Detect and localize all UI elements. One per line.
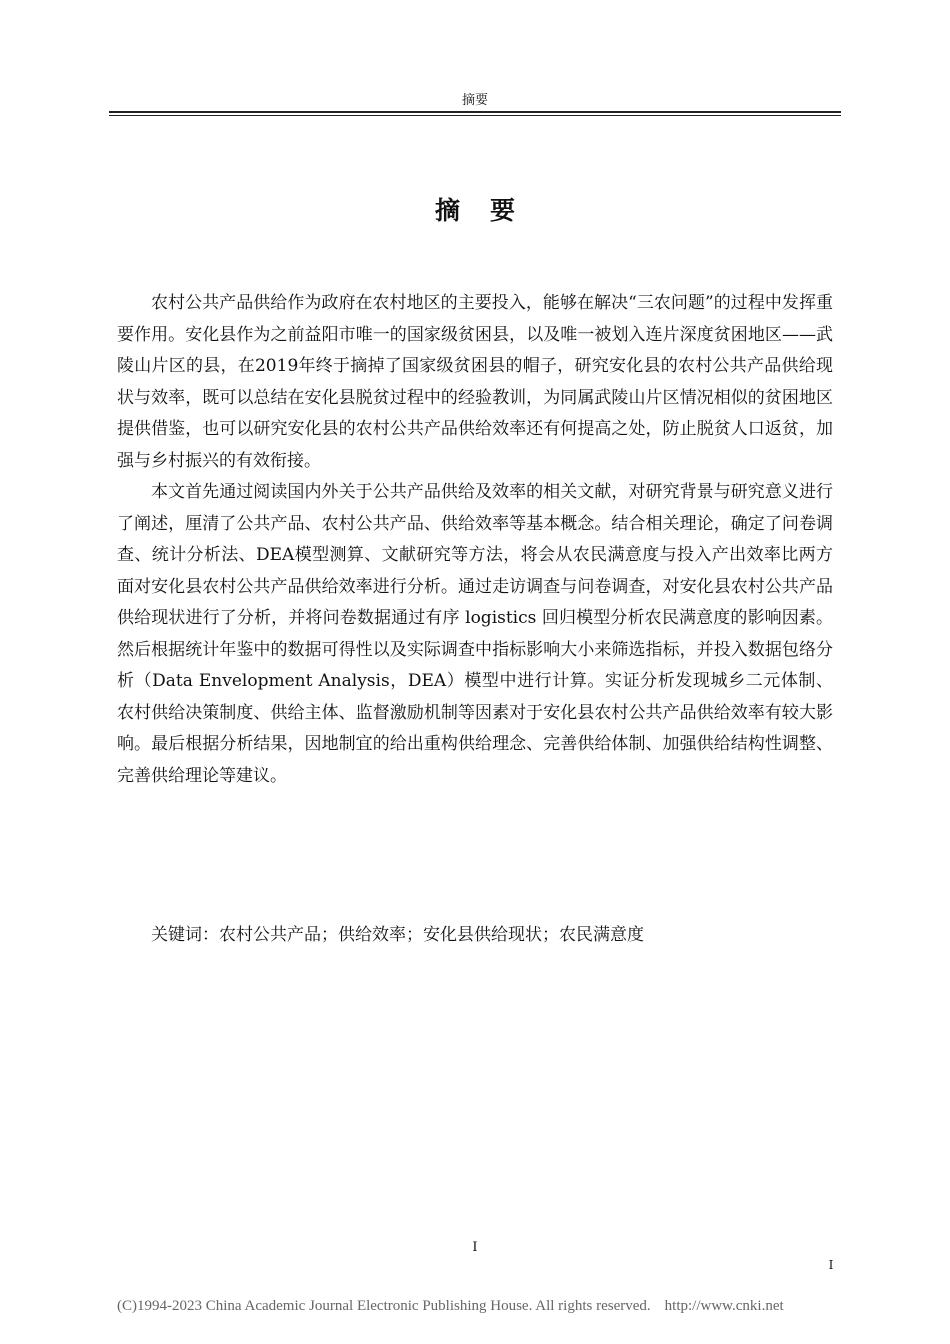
abstract-body bbox=[117, 288, 833, 792]
header-rule-thick bbox=[109, 111, 841, 113]
abstract-paragraph-1: 农村公共产品供给作为政府在农村地区的主要投入，能够在解决“三农问题”的过程中发挥重要作用。安化县作为之前益阳市唯一的国家级贫困县，以及唯一被划入连片深度贫困地区——武陵山片区的县，在2019年终于摘掉了国家级贫困县的帽子，研究安化县的农村公共产品供给现状与效率，既可以总结在安化县脱贫过程中的经验教训，为同属武陵山片区情况相似的贫困地区提供借鉴，也可以研究安化县的农村公共产品供给效率还有何提高之处，防止脱贫人口返贫，加强与乡村振兴的有效衔接。 bbox=[117, 293, 833, 471]
cnki-url: http://www.cnki.net bbox=[664, 1298, 784, 1314]
copyright-notice: (C)1994-2023 China Academic Journal Electronic Publishing House. All rights reserved. bbox=[117, 1298, 651, 1314]
page-number: I bbox=[472, 1240, 478, 1255]
abstract-paragraph-2: 本文首先通过阅读国内外关于公共产品供给及效率的相关文献，对研究背景与研究意义进行了阐述，厘清了公共产品、农村公共产品、供给效率等基本概念。结合相关理论，确定了问卷调查、统计分析法、DEA模型测算、文献研究等方法，将会从农民满意度与投入产出效率比两方面对安化县农村公共产品供给效率进行分析。通过走访调查与问卷调查，对安化县农村公共产品供给现状进行了分析，并将问卷数据通过有序 logistics 回归模型分析农民满意度的影响因素。然后根据统计年鉴中的数据可得性以及实际调查中指标影响大小来筛选指标，并投入数据包络分析（Data Envelopment Analysis，DEA）模型中进行计算。实证分析发现城乡二元体制、农村供给决策制度、供给主体、监督激励机制等因素对于安化县农村公共产品供给效率有较大影响。最后根据分析结果，因地制宜的给出重构供给理念、完善供给体制、加强供给结构性调整、完善供给理论等建议。 bbox=[117, 482, 833, 786]
corner-page-mark: I bbox=[828, 1258, 834, 1272]
keywords: 关键词：农村公共产品；供给效率；安化县供给现状；农民满意度 bbox=[151, 925, 644, 945]
header-rule-thin bbox=[109, 115, 841, 116]
running-header: 摘要 bbox=[461, 93, 488, 108]
copyright-footer bbox=[117, 1296, 833, 1316]
abstract-title: 摘要 bbox=[434, 196, 545, 225]
